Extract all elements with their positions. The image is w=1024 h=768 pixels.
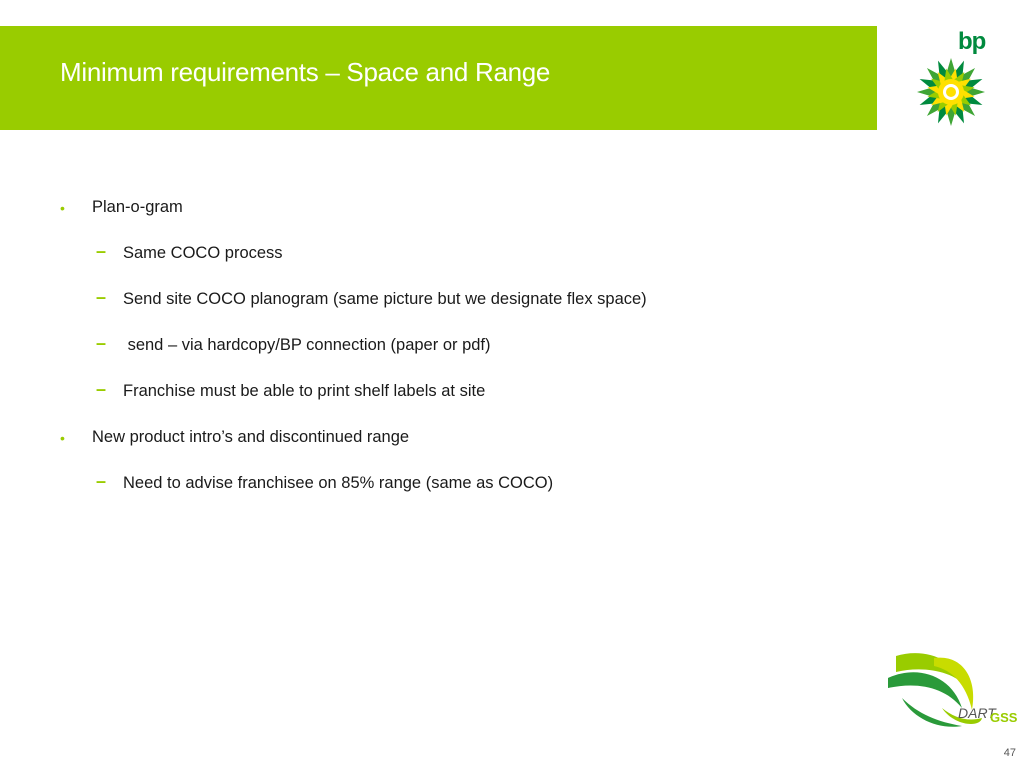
gss-text: GSS [990, 710, 1018, 725]
list-item: Plan-o-gram [92, 198, 183, 216]
list-item: Need to advise franchisee on 85% range (same as COCO) [123, 474, 554, 492]
list-item: send – via hardcopy/BP connection (paper or pdf) [123, 336, 491, 354]
dash-icon: – [96, 333, 107, 353]
list-item: Same COCO process [123, 244, 283, 262]
list-item: New product intro’s and discontinued range [92, 428, 410, 446]
dash-icon: – [96, 471, 107, 491]
list-item: Franchise must be able to print shelf labels at site [123, 382, 486, 400]
dart-text: DART [958, 705, 996, 721]
dash-icon: – [96, 287, 107, 307]
page-number: 47 [1003, 747, 1016, 759]
dart-gss-logo [882, 648, 1022, 732]
list-item: Send site COCO planogram (same picture but we designate flex space) [123, 290, 647, 308]
bullet-icon: • [60, 200, 65, 216]
slide-title: Minimum requirements – Space and Range [60, 57, 551, 87]
bp-wordmark: bp [958, 28, 986, 55]
dash-icon: – [96, 379, 107, 399]
dash-icon: – [96, 241, 107, 261]
bullet-icon: • [60, 430, 65, 446]
